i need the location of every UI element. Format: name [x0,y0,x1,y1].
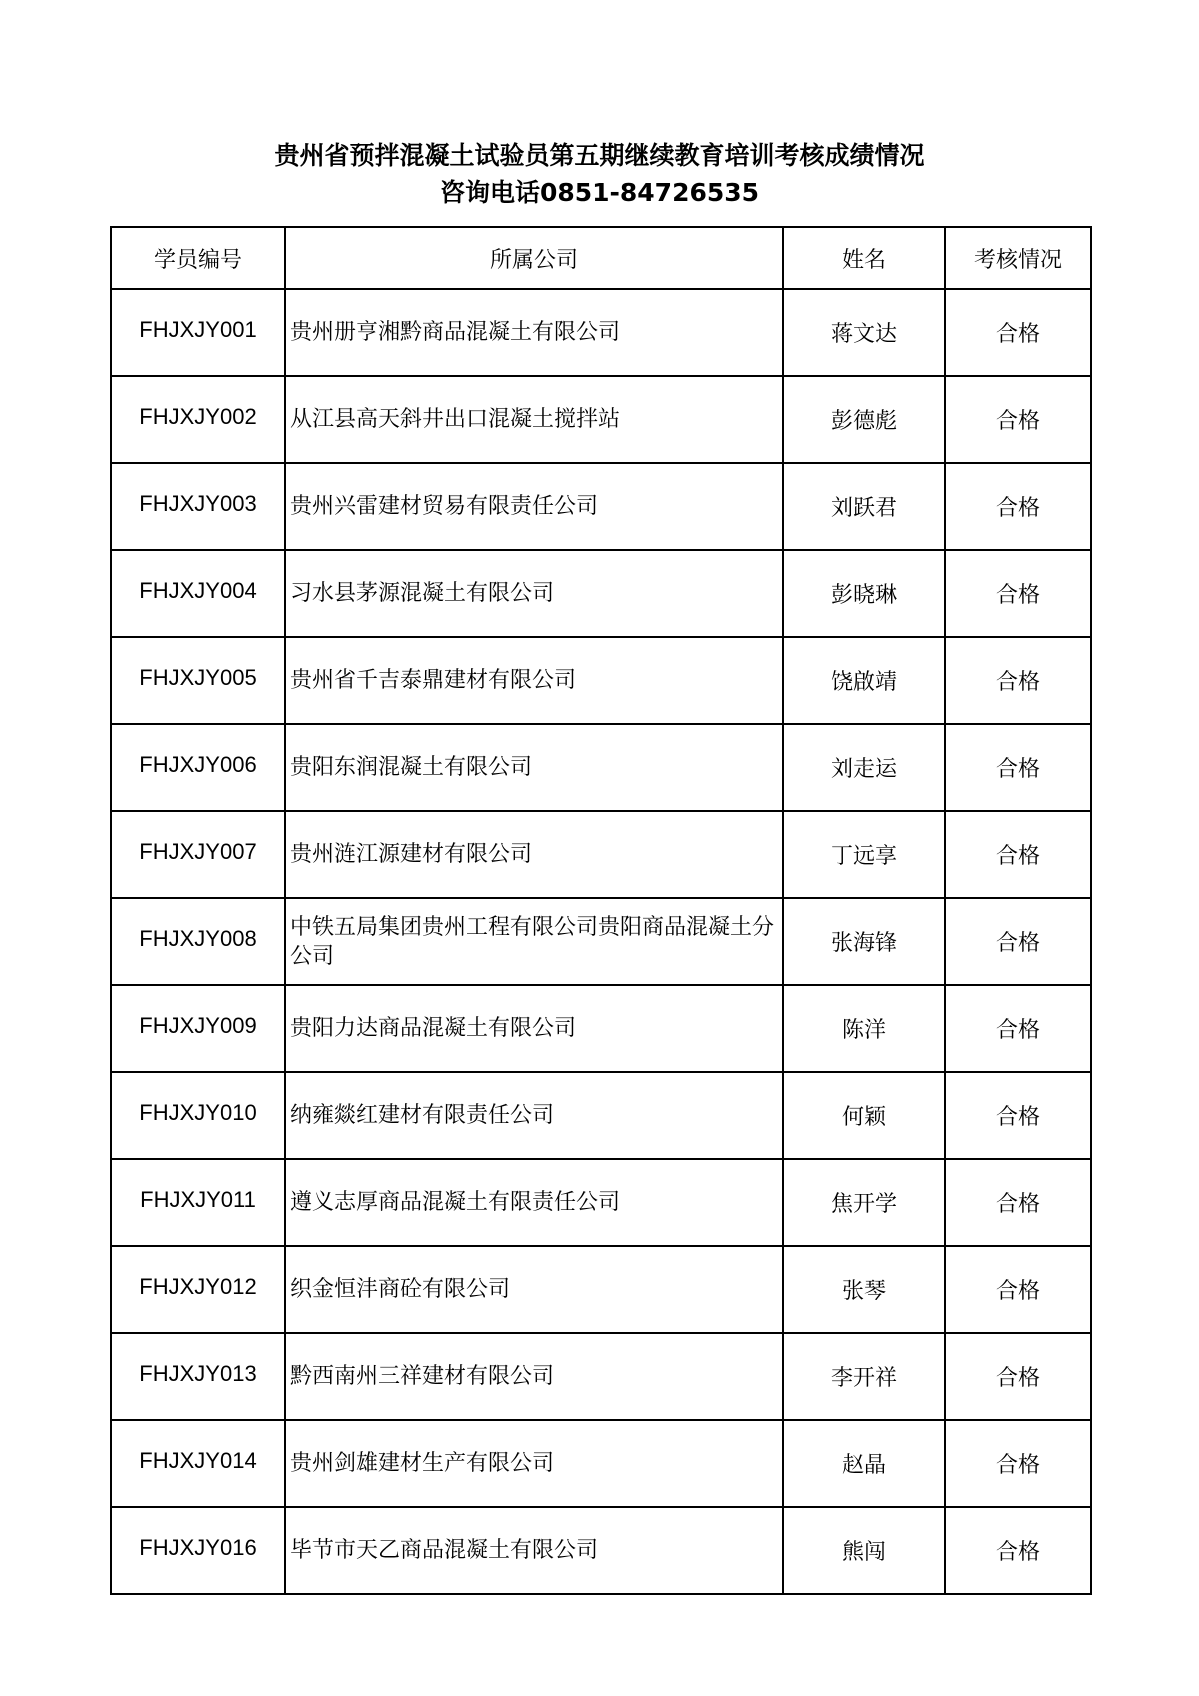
cell-company: 贵州兴雷建材贸易有限责任公司 [285,463,783,550]
cell-student-id: FHJXJY009 [111,985,285,1072]
document-title: 贵州省预拌混凝土试验员第五期继续教育培训考核成绩情况 [274,141,925,170]
cell-name: 饶啟靖 [783,637,945,724]
cell-student-id: FHJXJY007 [111,811,285,898]
cell-name: 陈洋 [783,985,945,1072]
cell-company: 织金恒沣商砼有限公司 [285,1246,783,1333]
table-row [111,811,1091,898]
cell-student-id: FHJXJY004 [111,550,285,637]
cell-result: 合格 [945,1159,1091,1246]
header-result: 考核情况 [945,227,1091,289]
table-row [111,637,1091,724]
cell-company: 习水县茅源混凝土有限公司 [285,550,783,637]
cell-company: 贵阳力达商品混凝土有限公司 [285,985,783,1072]
cell-company: 贵州册亨湘黔商品混凝土有限公司 [285,289,783,376]
cell-name: 张琴 [783,1246,945,1333]
cell-student-id: FHJXJY011 [111,1159,285,1246]
cell-result: 合格 [945,985,1091,1072]
cell-company: 遵义志厚商品混凝土有限责任公司 [285,1159,783,1246]
cell-name: 赵晶 [783,1420,945,1507]
cell-company: 贵州涟江源建材有限公司 [285,811,783,898]
table-row [111,1246,1091,1333]
cell-student-id: FHJXJY008 [111,898,285,985]
cell-name: 彭晓琳 [783,550,945,637]
cell-name: 李开祥 [783,1333,945,1420]
table-row [111,1507,1091,1594]
cell-result: 合格 [945,898,1091,985]
cell-result: 合格 [945,289,1091,376]
header-company: 所属公司 [285,227,783,289]
cell-result: 合格 [945,376,1091,463]
cell-result: 合格 [945,724,1091,811]
cell-result: 合格 [945,637,1091,724]
cell-result: 合格 [945,1072,1091,1159]
cell-company: 纳雍燚红建材有限责任公司 [285,1072,783,1159]
cell-name: 何颖 [783,1072,945,1159]
cell-company: 黔西南州三祥建材有限公司 [285,1333,783,1420]
cell-student-id: FHJXJY002 [111,376,285,463]
cell-company: 贵州省千吉泰鼎建材有限公司 [285,637,783,724]
table-row [111,463,1091,550]
cell-name: 丁远享 [783,811,945,898]
cell-student-id: FHJXJY001 [111,289,285,376]
table-row [111,289,1091,376]
cell-company: 毕节市天乙商品混凝土有限公司 [285,1507,783,1594]
cell-result: 合格 [945,811,1091,898]
table-row [111,724,1091,811]
table-row [111,1159,1091,1246]
table-header-row [111,227,1091,289]
cell-company: 中铁五局集团贵州工程有限公司贵阳商品混凝土分公司 [285,898,783,985]
cell-student-id: FHJXJY010 [111,1072,285,1159]
cell-student-id: FHJXJY006 [111,724,285,811]
cell-student-id: FHJXJY013 [111,1333,285,1420]
header-name: 姓名 [783,227,945,289]
cell-name: 蒋文达 [783,289,945,376]
table-body [111,289,1091,1594]
cell-student-id: FHJXJY014 [111,1420,285,1507]
cell-name: 彭德彪 [783,376,945,463]
cell-student-id: FHJXJY016 [111,1507,285,1594]
cell-name: 熊闯 [783,1507,945,1594]
cell-company: 从江县高天斜井出口混凝土搅拌站 [285,376,783,463]
table-row [111,1072,1091,1159]
cell-name: 刘走运 [783,724,945,811]
cell-company: 贵州剑雄建材生产有限公司 [285,1420,783,1507]
cell-student-id: FHJXJY003 [111,463,285,550]
results-table [110,226,1092,1595]
table-row [111,550,1091,637]
cell-student-id: FHJXJY012 [111,1246,285,1333]
cell-company: 贵阳东润混凝土有限公司 [285,724,783,811]
cell-result: 合格 [945,1246,1091,1333]
cell-result: 合格 [945,1333,1091,1420]
table-row [111,985,1091,1072]
cell-result: 合格 [945,463,1091,550]
table-row [111,1420,1091,1507]
cell-name: 刘跃君 [783,463,945,550]
cell-name: 张海锋 [783,898,945,985]
document-subtitle: 咨询电话0851-84726535 [439,178,760,207]
table-row [111,376,1091,463]
cell-student-id: FHJXJY005 [111,637,285,724]
cell-result: 合格 [945,1507,1091,1594]
table-row [111,1333,1091,1420]
header-student-id: 学员编号 [111,227,285,289]
cell-result: 合格 [945,1420,1091,1507]
cell-name: 焦开学 [783,1159,945,1246]
table-row [111,898,1091,985]
cell-result: 合格 [945,550,1091,637]
